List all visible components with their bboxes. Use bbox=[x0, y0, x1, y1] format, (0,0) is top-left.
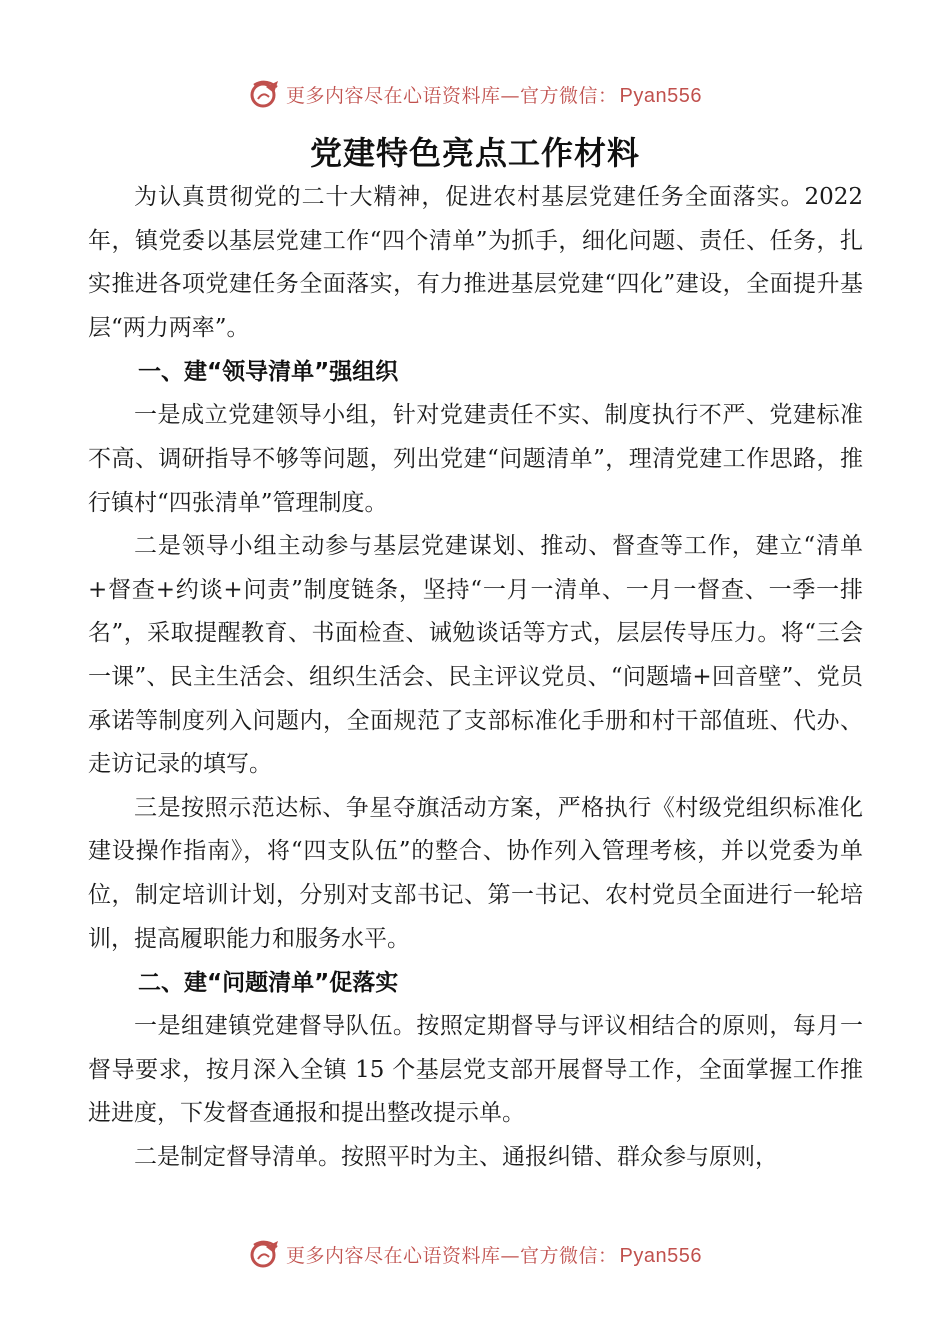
watermark-text: 更多内容尽在心语资料库—官方微信： Pyan556 bbox=[286, 1244, 702, 1267]
watermark-banner-top bbox=[0, 74, 950, 114]
wechat-id: Pyan556 bbox=[619, 84, 702, 107]
wechat-id: Pyan556 bbox=[619, 1244, 702, 1267]
watermark-banner-bottom bbox=[0, 1234, 950, 1274]
brand-logo-icon bbox=[248, 77, 282, 111]
watermark-text: 更多内容尽在心语资料库—官方微信： Pyan556 bbox=[286, 84, 702, 107]
document-title: 党建特色亮点工作材料 bbox=[309, 134, 640, 172]
section1-paragraph-2: 二是领导小组主动参与基层党建谋划、推动、督查等工作，建立“清单+督查+约谈+问责”制度链条，坚持“一月一清单、一月一督查、一季一排名”，采取提醒教育、书面检查、诫勉谈话等方式，层层传导压力。将“三会一课”、民主生活会、组织生活会、民主评议党员、“问题墙+回音壁”、党员承诺等制度列入问题内，全面规范了支部标准化手册和村干部值班、代办、走访记录的填写。 bbox=[88, 533, 863, 778]
section-heading-1: 一、建“领导清单”强组织 bbox=[138, 359, 399, 386]
section-heading-2: 二、建“问题清单”促落实 bbox=[138, 970, 399, 997]
intro-paragraph: 为认真贯彻党的二十大精神，促进农村基层党建任务全面落实。2022 年，镇党委以基层党建工作“四个清单”为抓手，细化问题、责任、任务，扎实推进各项党建任务全面落实，有力推进基层党建“四化”建设，全面提升基层“两力两率”。 bbox=[88, 184, 863, 341]
document-body bbox=[88, 176, 863, 1179]
section2-paragraph-2: 二是制定督导清单。按照平时为主、通报纠错、群众参与原则， bbox=[134, 1143, 778, 1170]
section2-paragraph-1: 一是组建镇党建督导队伍。按照定期督导与评议相结合的原则，每月一督导要求，按月深入全镇 15 个基层党支部开展督导工作，全面掌握工作推进进度，下发督查通报和提出整改提示单。 bbox=[88, 1013, 863, 1127]
section1-paragraph-1: 一是成立党建领导小组，针对党建责任不实、制度执行不严、党建标准不高、调研指导不够等问题，列出党建“问题清单”，理清党建工作思路，推行镇村“四张清单”管理制度。 bbox=[88, 402, 863, 516]
section1-paragraph-3: 三是按照示范达标、争星夺旗活动方案，严格执行《村级党组织标准化建设操作指南》，将“四支队伍”的整合、协作列入管理考核，并以党委为单位，制定培训计划，分别对支部书记、第一书记、农村党员全面进行一轮培训，提高履职能力和服务水平。 bbox=[88, 794, 863, 952]
brand-logo-icon bbox=[248, 1237, 282, 1271]
